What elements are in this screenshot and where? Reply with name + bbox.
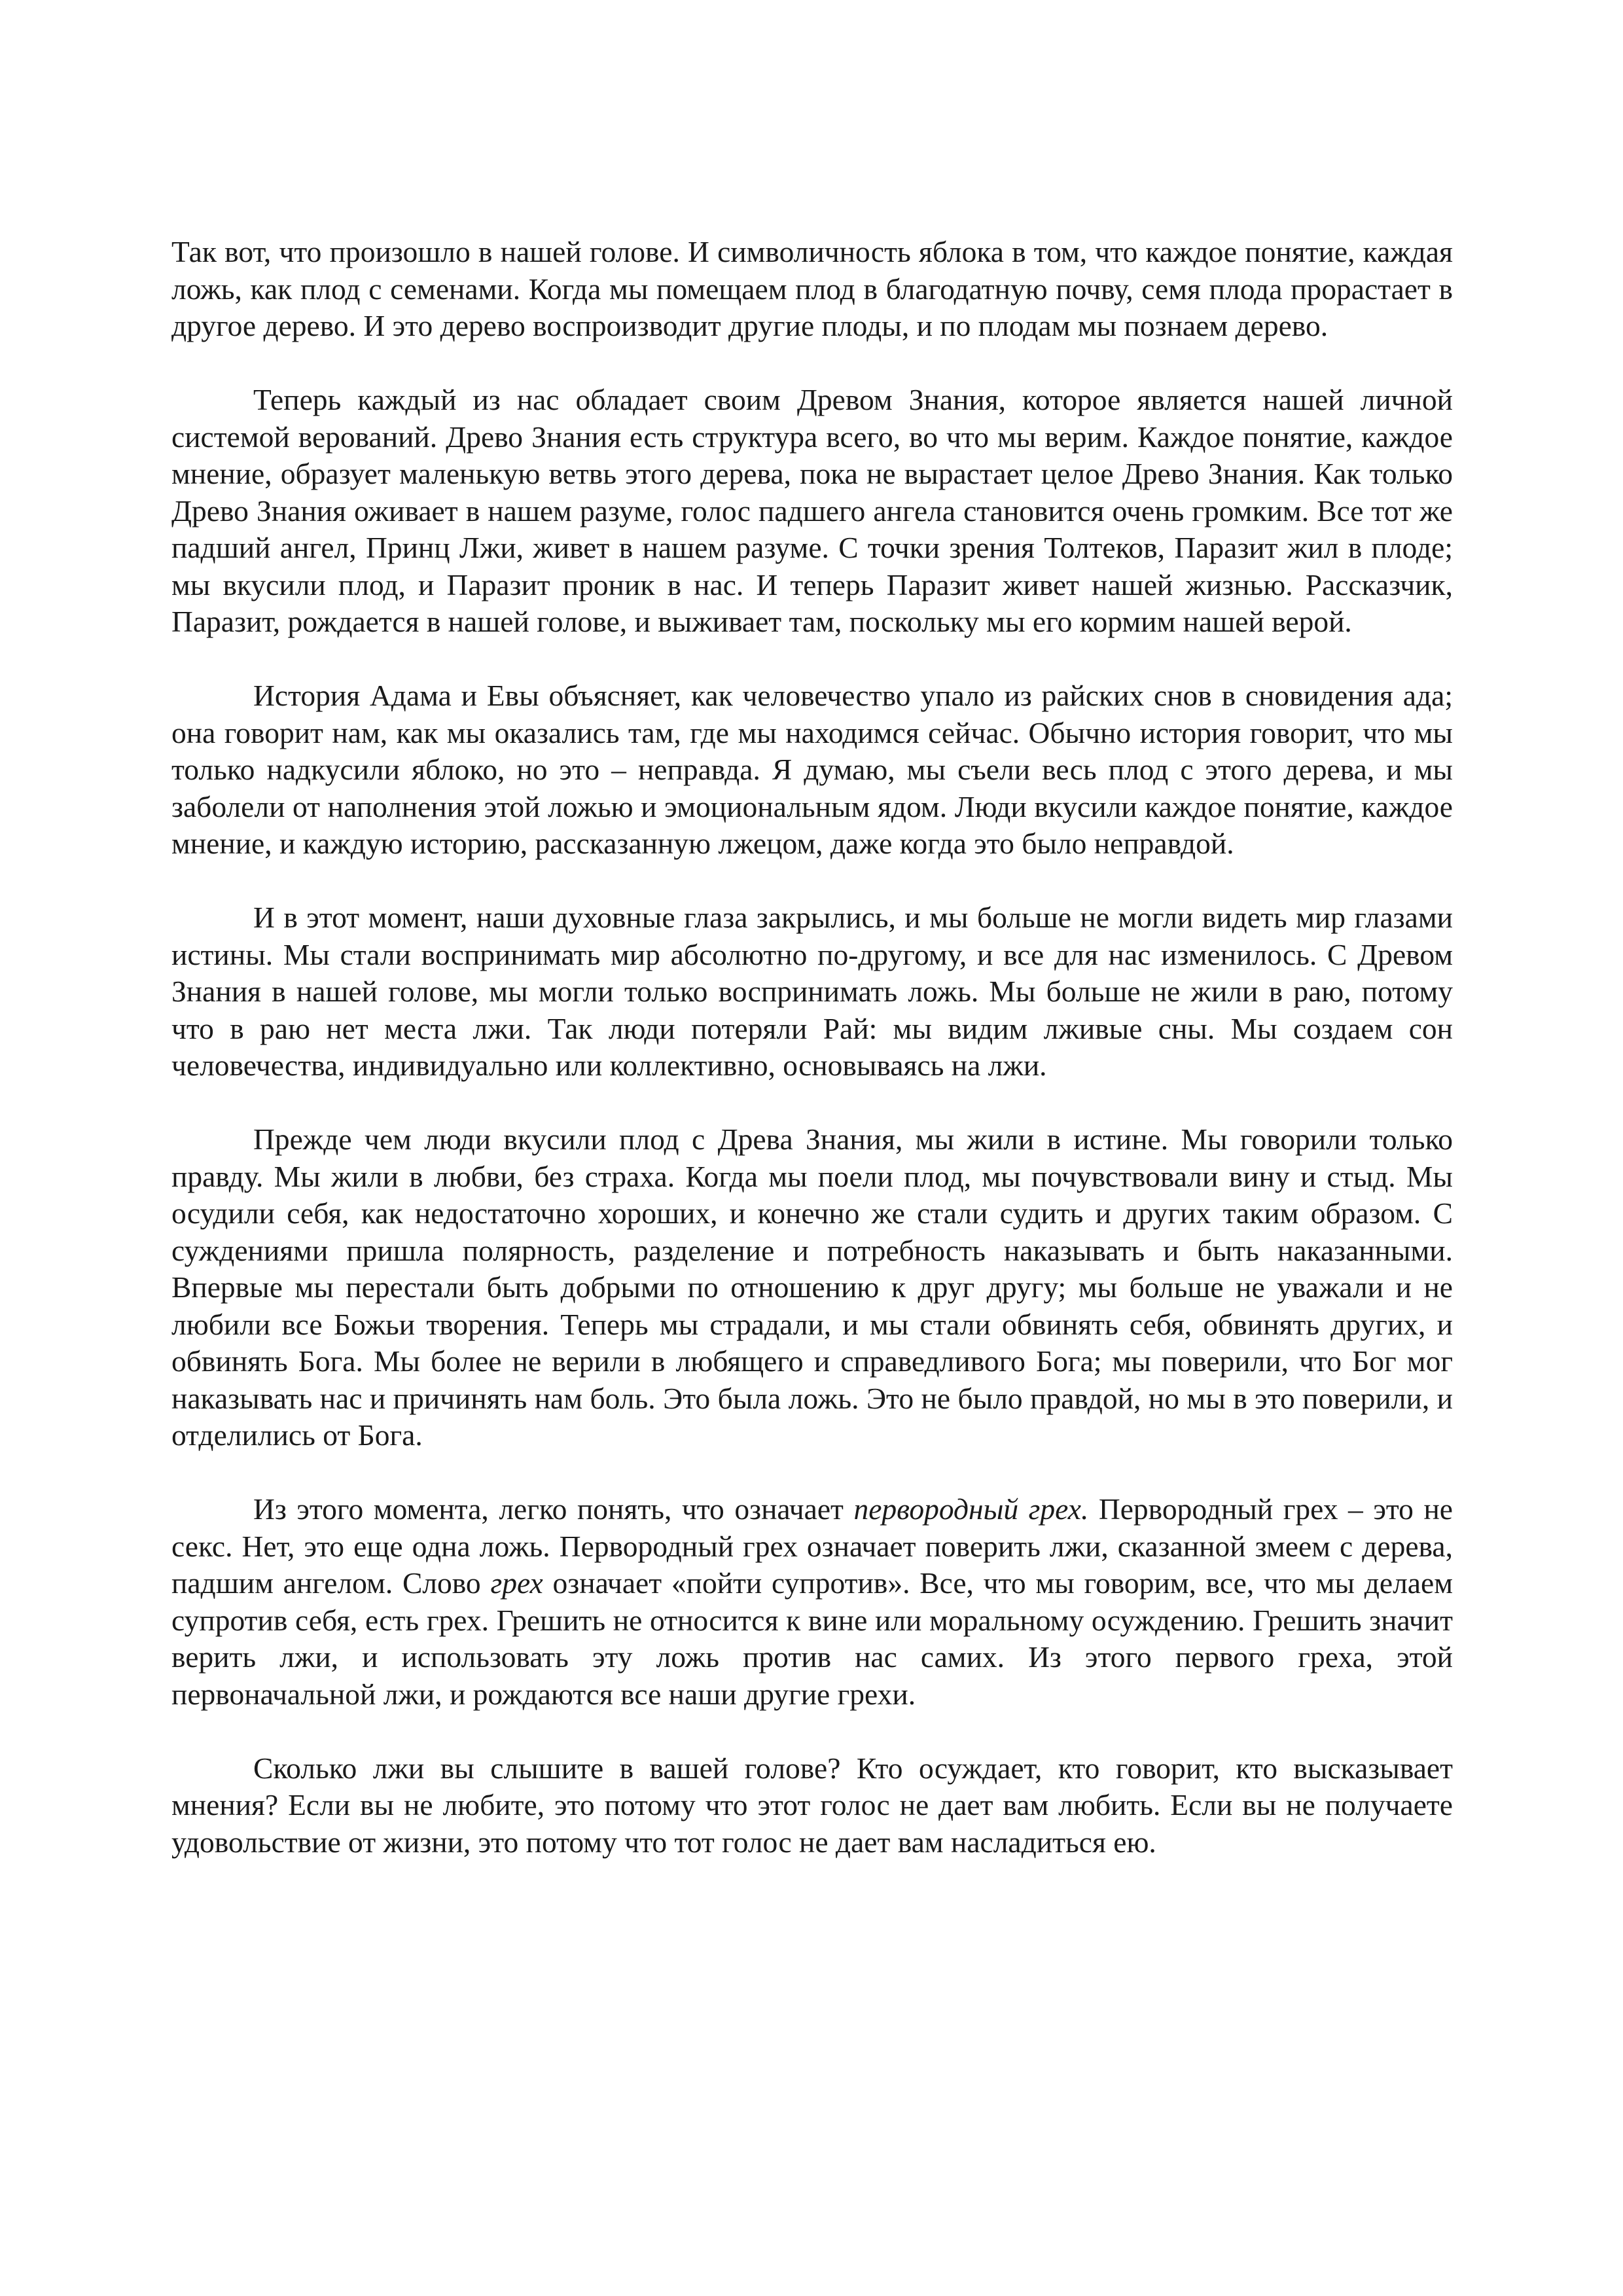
paragraph-6-text-a: Из этого момента, легко понять, что означает: [253, 1492, 854, 1526]
paragraph-3: [171, 677, 1453, 863]
paragraph-7: [171, 1750, 1453, 1861]
paragraph-2-text: Теперь каждый из нас обладает своим Древом Знания, которое является нашей личной системой верований. Древо Знания есть структура всего, во что мы верим. Каждое понятие, каждое мнение, образует маленькую ветвь этого дерева, пока не вырастает целое Древо Знания. Как только Древо Знания оживает в нашем разуме, голос падшего ангела становится очень громким. Все тот же падший ангел, Принц Лжи, живет в нашем разуме. С точки зрения Толтеков, Паразит жил в плоде; мы вкусили плод, и Паразит проник в нас. И теперь Паразит живет нашей жизнью. Рассказчик, Паразит, рождается в нашей голове, и выживает там, поскольку мы его кормим нашей верой.: [171, 383, 1453, 638]
paragraph-6: [171, 1491, 1453, 1713]
paragraph-2: [171, 382, 1453, 641]
paragraph-3-text: История Адама и Евы объясняет, как человечество упало из райских снов в сновидения ада; она говорит нам, как мы оказались там, где мы находимся сейчас. Обычно история говорит, что мы только надкусили яблоко, но это – неправда. Я думаю, мы съели весь плод с этого дерева, и мы заболели от наполнения этой ложью и эмоциональным ядом. Люди вкусили каждое понятие, каждое мнение, и каждую историю, рассказанную лжецом, даже когда это было неправдой.: [171, 679, 1453, 860]
paragraph-5-text: Прежде чем люди вкусили плод с Древа Знания, мы жили в истине. Мы говорили только правду. Мы жили в любви, без страха. Когда мы поели плод, мы почувствовали вину и стыд. Мы осудили себя, как недостаточно хороших, и конечно же стали судить и других таким образом. С суждениями пришла полярность, разделение и потребность наказывать и быть наказанными. Впервые мы перестали быть добрыми по отношению к друг другу; мы больше не уважали и не любили все Божьи творения. Теперь мы страдали, и мы стали обвинять себя, обвинять других, и обвинять Бога. Мы более не верили в любящего и справедливого Бога; мы поверили, что Бог мог наказывать нас и причинять нам боль. Это была ложь. Это не было правдой, но мы в это поверили, и отделились от Бога.: [171, 1122, 1453, 1452]
text-body: [171, 234, 1453, 1861]
paragraph-5: [171, 1121, 1453, 1454]
paragraph-4: [171, 899, 1453, 1085]
paragraph-6-text-b: Первородный грех – это не секс. Нет, это еще одна ложь. Первородный грех означает поверить лжи, сказанной змеем с дерева, падшим ангелом. Слово: [171, 1492, 1453, 1600]
paragraph-6-text-c: означает «пойти супротив». Все, что мы говорим, все, что мы делаем супротив себя, есть грех. Грешить не относится к вине или моральному осуждению. Грешить значит верить лжи, и использовать эту ложь против нас самих. Из этого первого греха, этой первоначальной лжи, и рождаются все наши другие грехи.: [171, 1566, 1453, 1711]
paragraph-1-text: Так вот, что произошло в нашей голове. И символичность яблока в том, что каждое понятие, каждая ложь, как плод с семенами. Когда мы помещаем плод в благодатную почву, семя плода прорастает в другое дерево. И это дерево воспроизводит другие плоды, и по плодам мы познаем дерево.: [171, 235, 1453, 342]
emphasis-original-sin: первородный грех.: [853, 1492, 1089, 1526]
paragraph-4-text: И в этот момент, наши духовные глаза закрылись, и мы больше не могли видеть мир глазами истины. Мы стали воспринимать мир абсолютно по-другому, и все для нас изменилось. С Древом Знания в нашей голове, мы могли только воспринимать ложь. Мы больше не жили в раю, потому что в раю нет места лжи. Так люди потеряли Рай: мы видим лживые сны. Мы создаем сон человечества, индивидуально или коллективно, основываясь на лжи.: [171, 901, 1453, 1082]
paragraph-1: [171, 234, 1453, 345]
emphasis-sin: грех: [490, 1566, 543, 1600]
paragraph-7-text: Сколько лжи вы слышите в вашей голове? Кто осуждает, кто говорит, кто высказывает мнения? Если вы не любите, это потому что этот голос не дает вам любить. Если вы не получаете удовольствие от жизни, это потому что тот голос не дает вам насладиться ею.: [171, 1751, 1453, 1859]
